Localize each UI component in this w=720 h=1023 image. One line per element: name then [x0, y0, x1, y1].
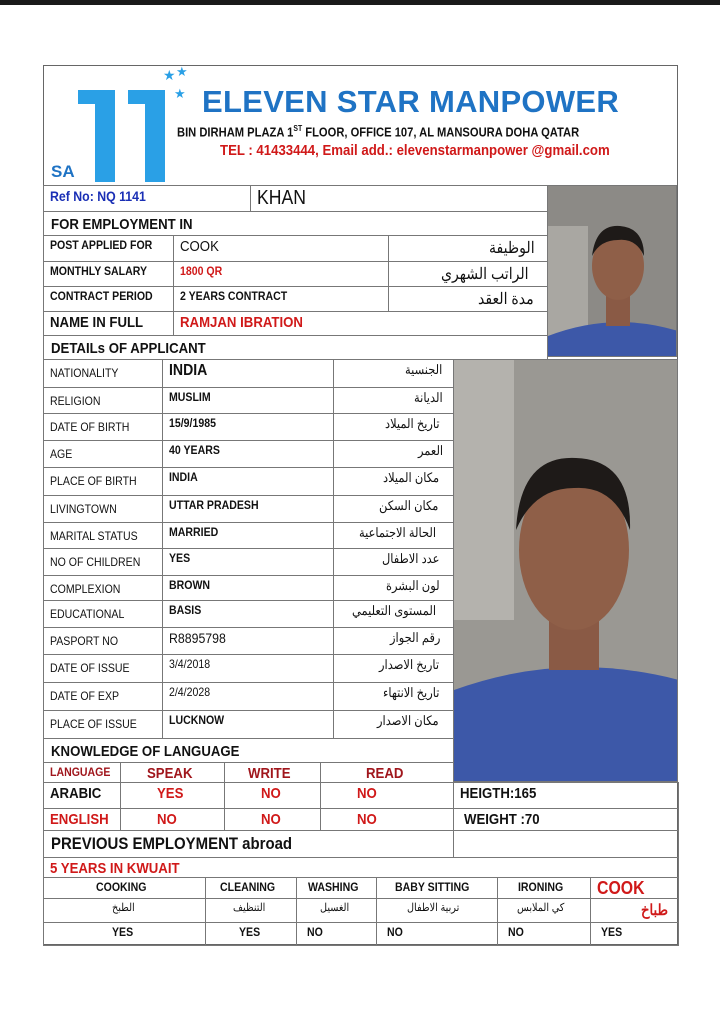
employment-label: [43, 286, 174, 312]
detail-arabic: [333, 387, 454, 414]
section-details-text: DETAILs OF APPLICANT: [51, 340, 206, 357]
language-cell: [320, 782, 454, 809]
language-header-text: SPEAK: [146, 765, 193, 782]
logo: [50, 66, 190, 184]
detail-value: [162, 522, 334, 549]
detail-arabic: [333, 575, 454, 601]
section-previous-text: PREVIOUS EMPLOYMENT abroad: [51, 834, 293, 853]
detail-arabic-text: الديانة: [414, 390, 444, 405]
ref-number: [43, 185, 251, 212]
detail-label: [43, 387, 163, 414]
detail-label: [43, 495, 163, 523]
detail-arabic: [333, 359, 454, 388]
detail-label: [43, 440, 163, 468]
detail-value-text: R8895798: [169, 630, 226, 646]
detail-value: [162, 467, 334, 496]
section-language-text: KNOWLEDGE OF LANGUAGE: [51, 743, 240, 760]
detail-value: [162, 495, 334, 523]
skill-header-text: CLEANING: [219, 880, 275, 894]
section-previous: [43, 830, 454, 858]
detail-arabic-text: مكان الاصدار: [376, 713, 439, 728]
detail-label-text: RELIGION: [50, 394, 101, 408]
detail-arabic-text: الجنسية: [404, 362, 442, 377]
language-cell: [43, 808, 121, 831]
employment-arabic-text: الراتب الشهري: [441, 266, 530, 283]
employment-value-text: COOK: [180, 238, 219, 255]
surname-text: KHAN: [257, 187, 306, 209]
detail-arabic-text: لون البشرة: [386, 578, 440, 593]
detail-label: [43, 682, 163, 711]
surname: [250, 185, 548, 212]
skill-value: [497, 922, 591, 946]
skill-value: [296, 922, 377, 946]
detail-arabic: [333, 682, 454, 711]
language-header-text: LANGUAGE: [50, 765, 111, 779]
skill-arabic-text: التنظيف: [232, 902, 265, 914]
svg-text:★: ★: [163, 67, 176, 83]
language-cell: [120, 808, 225, 831]
section-language: [43, 738, 454, 763]
skill-header: [376, 877, 498, 899]
detail-value-text: BASIS: [169, 603, 202, 617]
detail-arabic-text: تاريخ الانتهاء: [382, 685, 440, 700]
language-cell-text: ARABIC: [50, 785, 102, 802]
detail-value: [162, 654, 334, 683]
applicant-photo-large: [453, 359, 678, 782]
skill-arabic-text: تربية الاطفال: [407, 902, 460, 914]
weight-value: [453, 808, 679, 831]
skill-arabic: [497, 898, 591, 923]
language-header: [320, 762, 454, 783]
detail-label: [43, 710, 163, 739]
language-cell: [120, 782, 225, 809]
detail-arabic: [333, 440, 454, 468]
skill-arabic: [590, 898, 679, 923]
applicant-photo-small: [547, 185, 677, 357]
detail-label: [43, 548, 163, 576]
detail-label: [43, 413, 163, 441]
skill-value: [376, 922, 498, 946]
detail-label: [43, 467, 163, 496]
skill-arabic-text: الغسيل: [319, 902, 350, 914]
language-header: [43, 762, 121, 783]
detail-arabic-text: تاريخ الاصدار: [378, 657, 439, 672]
detail-label-text: DATE OF ISSUE: [50, 661, 130, 675]
detail-arabic: [333, 467, 454, 496]
detail-arabic: [333, 600, 454, 628]
language-cell-text: NO: [261, 785, 281, 802]
detail-value-text: INDIA: [169, 362, 208, 379]
skill-value-text: YES: [112, 925, 134, 939]
detail-value: [162, 440, 334, 468]
skill-value-text: NO: [307, 925, 323, 939]
detail-value-text: INDIA: [169, 470, 198, 484]
height-value: [453, 782, 679, 809]
skill-value: [590, 922, 679, 946]
detail-arabic: [333, 495, 454, 523]
skill-header: [590, 877, 679, 899]
skill-arabic: [205, 898, 297, 923]
detail-value: [162, 682, 334, 711]
detail-arabic: [333, 413, 454, 441]
detail-value-text: UTTAR PRADESH: [169, 498, 259, 512]
svg-text:★: ★: [176, 66, 188, 79]
detail-label-text: MARITAL STATUS: [50, 529, 138, 543]
detail-value: [162, 627, 334, 655]
name-value: [173, 311, 548, 336]
detail-arabic-text: المستوى التعليمي: [351, 603, 436, 618]
employment-arabic: [388, 261, 548, 287]
detail-label: [43, 654, 163, 683]
detail-value-text: 2/4/2028: [169, 685, 211, 699]
detail-label-text: AGE: [50, 447, 73, 461]
language-cell: [320, 808, 454, 831]
detail-arabic-text: العمر: [418, 443, 444, 458]
detail-value: [162, 387, 334, 414]
detail-label-text: PLACE OF ISSUE: [50, 717, 137, 731]
detail-value-text: LUCKNOW: [169, 713, 225, 727]
skill-arabic: [376, 898, 498, 923]
detail-value-text: MUSLIM: [169, 390, 211, 404]
employment-label-text: CONTRACT PERIOD: [50, 289, 153, 303]
language-cell-text: YES: [157, 785, 184, 802]
name-label-text: NAME IN FULL: [50, 314, 144, 331]
detail-value-text: YES: [169, 551, 191, 565]
detail-label: [43, 575, 163, 601]
skill-value-text: NO: [508, 925, 524, 939]
address-text: BIN DIRHAM PLAZA 1: [177, 124, 294, 140]
employment-label: [43, 261, 174, 287]
skill-header: [296, 877, 377, 899]
detail-arabic: [333, 654, 454, 683]
detail-label-text: EDUCATIONAL: [50, 607, 125, 621]
employment-arabic: [388, 235, 548, 262]
detail-label: [43, 522, 163, 549]
company-contact: TEL : 41433444, Email add.: elevenstarmanpower @gmail.com: [220, 142, 610, 159]
detail-value: [162, 413, 334, 441]
weight-value-text: WEIGHT :70: [464, 811, 540, 828]
detail-value: [162, 548, 334, 576]
skill-header-text: IRONING: [518, 880, 564, 894]
detail-value: [162, 710, 334, 739]
skill-arabic-text: طباخ: [641, 902, 669, 919]
employment-label: [43, 235, 174, 262]
detail-arabic: [333, 710, 454, 739]
height-value-text: HEIGTH:165: [460, 785, 537, 802]
detail-arabic-text: الحالة الاجتماعية: [359, 525, 437, 540]
address-text-2: FLOOR, OFFICE 107, AL MANSOURA DOHA QATAR: [302, 124, 580, 140]
language-cell: [224, 782, 321, 809]
detail-label-text: NO OF CHILDREN: [50, 555, 141, 569]
svg-text:★: ★: [174, 86, 186, 101]
section-employment: [43, 211, 548, 236]
detail-arabic: [333, 548, 454, 576]
employment-label-text: POST APPLIED FOR: [50, 238, 153, 252]
skill-header: [205, 877, 297, 899]
language-cell: [43, 782, 121, 809]
detail-label-text: PASPORT NO: [50, 634, 119, 648]
address-sup: ST: [293, 124, 303, 133]
skill-arabic: [43, 898, 206, 923]
name-label: [43, 311, 174, 336]
section-details: [43, 335, 548, 360]
employment-arabic-text: الوظيفة: [489, 240, 535, 257]
employment-value-text: 1800 QR: [180, 264, 223, 278]
skill-header-text: COOK: [597, 878, 645, 898]
employment-label-text: MONTHLY SALARY: [50, 264, 148, 278]
detail-label-text: DATE OF EXP: [50, 689, 120, 703]
language-cell-text: ENGLISH: [50, 811, 109, 828]
detail-value-text: 40 YEARS: [169, 443, 220, 457]
detail-label-text: COMPLEXION: [50, 582, 121, 596]
detail-label: [43, 627, 163, 655]
employment-value-text: 2 YEARS CONTRACT: [180, 289, 288, 303]
previous-detail: [43, 857, 679, 878]
detail-arabic-text: رقم الجواز: [389, 630, 441, 645]
language-header-text: READ: [365, 765, 404, 782]
employment-arabic-text: مدة العقد: [477, 291, 534, 308]
detail-value-text: BROWN: [169, 578, 211, 592]
ref-number-text: Ref No: NQ 1141: [50, 188, 146, 204]
section-employment-text: FOR EMPLOYMENT IN: [51, 216, 193, 233]
blank-cell: [453, 830, 679, 858]
skill-header-text: BABY SITTING: [394, 880, 470, 894]
detail-value-text: 15/9/1985: [169, 416, 216, 430]
skill-arabic: [296, 898, 377, 923]
detail-value: [162, 600, 334, 628]
skill-header: [43, 877, 206, 899]
detail-label: [43, 600, 163, 628]
skill-header: [497, 877, 591, 899]
employment-arabic: [388, 286, 548, 312]
detail-arabic-text: عدد الاطفال: [381, 551, 440, 566]
detail-value-text: MARRIED: [169, 525, 219, 539]
language-cell-text: NO: [357, 811, 377, 828]
detail-value: [162, 575, 334, 601]
detail-arabic-text: مكان الميلاد: [383, 470, 440, 485]
language-cell-text: NO: [157, 811, 177, 828]
previous-detail-text: 5 YEARS IN KWUAIT: [50, 860, 180, 877]
detail-label-text: PLACE OF BIRTH: [50, 474, 137, 488]
language-header: [120, 762, 225, 783]
skill-value-text: NO: [387, 925, 403, 939]
skill-arabic-text: كي الملابس: [517, 902, 565, 914]
language-header: [224, 762, 321, 783]
skill-header-text: WASHING: [307, 880, 359, 894]
skill-value-text: YES: [238, 925, 261, 939]
detail-label-text: DATE OF BIRTH: [50, 420, 130, 434]
language-cell-text: NO: [357, 785, 377, 802]
detail-arabic-text: تاريخ الميلاد: [384, 416, 440, 431]
detail-arabic: [333, 627, 454, 655]
employment-value: [173, 261, 389, 287]
detail-value-text: 3/4/2018: [169, 657, 211, 671]
skill-value: [205, 922, 297, 946]
skill-value-text: YES: [601, 925, 623, 939]
detail-label-text: LIVINGTOWN: [50, 502, 117, 516]
language-header-text: WRITE: [248, 765, 291, 782]
skill-header-text: COOKING: [95, 880, 147, 894]
top-bar: [0, 0, 720, 5]
skill-arabic-text: الطبخ: [111, 902, 135, 914]
company-name: ELEVEN STAR MANPOWER: [202, 84, 620, 119]
detail-arabic: [333, 522, 454, 549]
employment-value: [173, 235, 389, 262]
skill-value: [43, 922, 206, 946]
language-cell-text: NO: [261, 811, 281, 828]
detail-arabic-text: مكان السكن: [379, 498, 439, 513]
company-address: [177, 124, 579, 139]
language-cell: [224, 808, 321, 831]
name-value-text: RAMJAN IBRATION: [180, 314, 303, 331]
logo-prefix: SA: [51, 162, 75, 181]
detail-label-text: NATIONALITY: [50, 366, 119, 380]
detail-value: [162, 359, 334, 388]
employment-value: [173, 286, 389, 312]
detail-label: [43, 359, 163, 388]
